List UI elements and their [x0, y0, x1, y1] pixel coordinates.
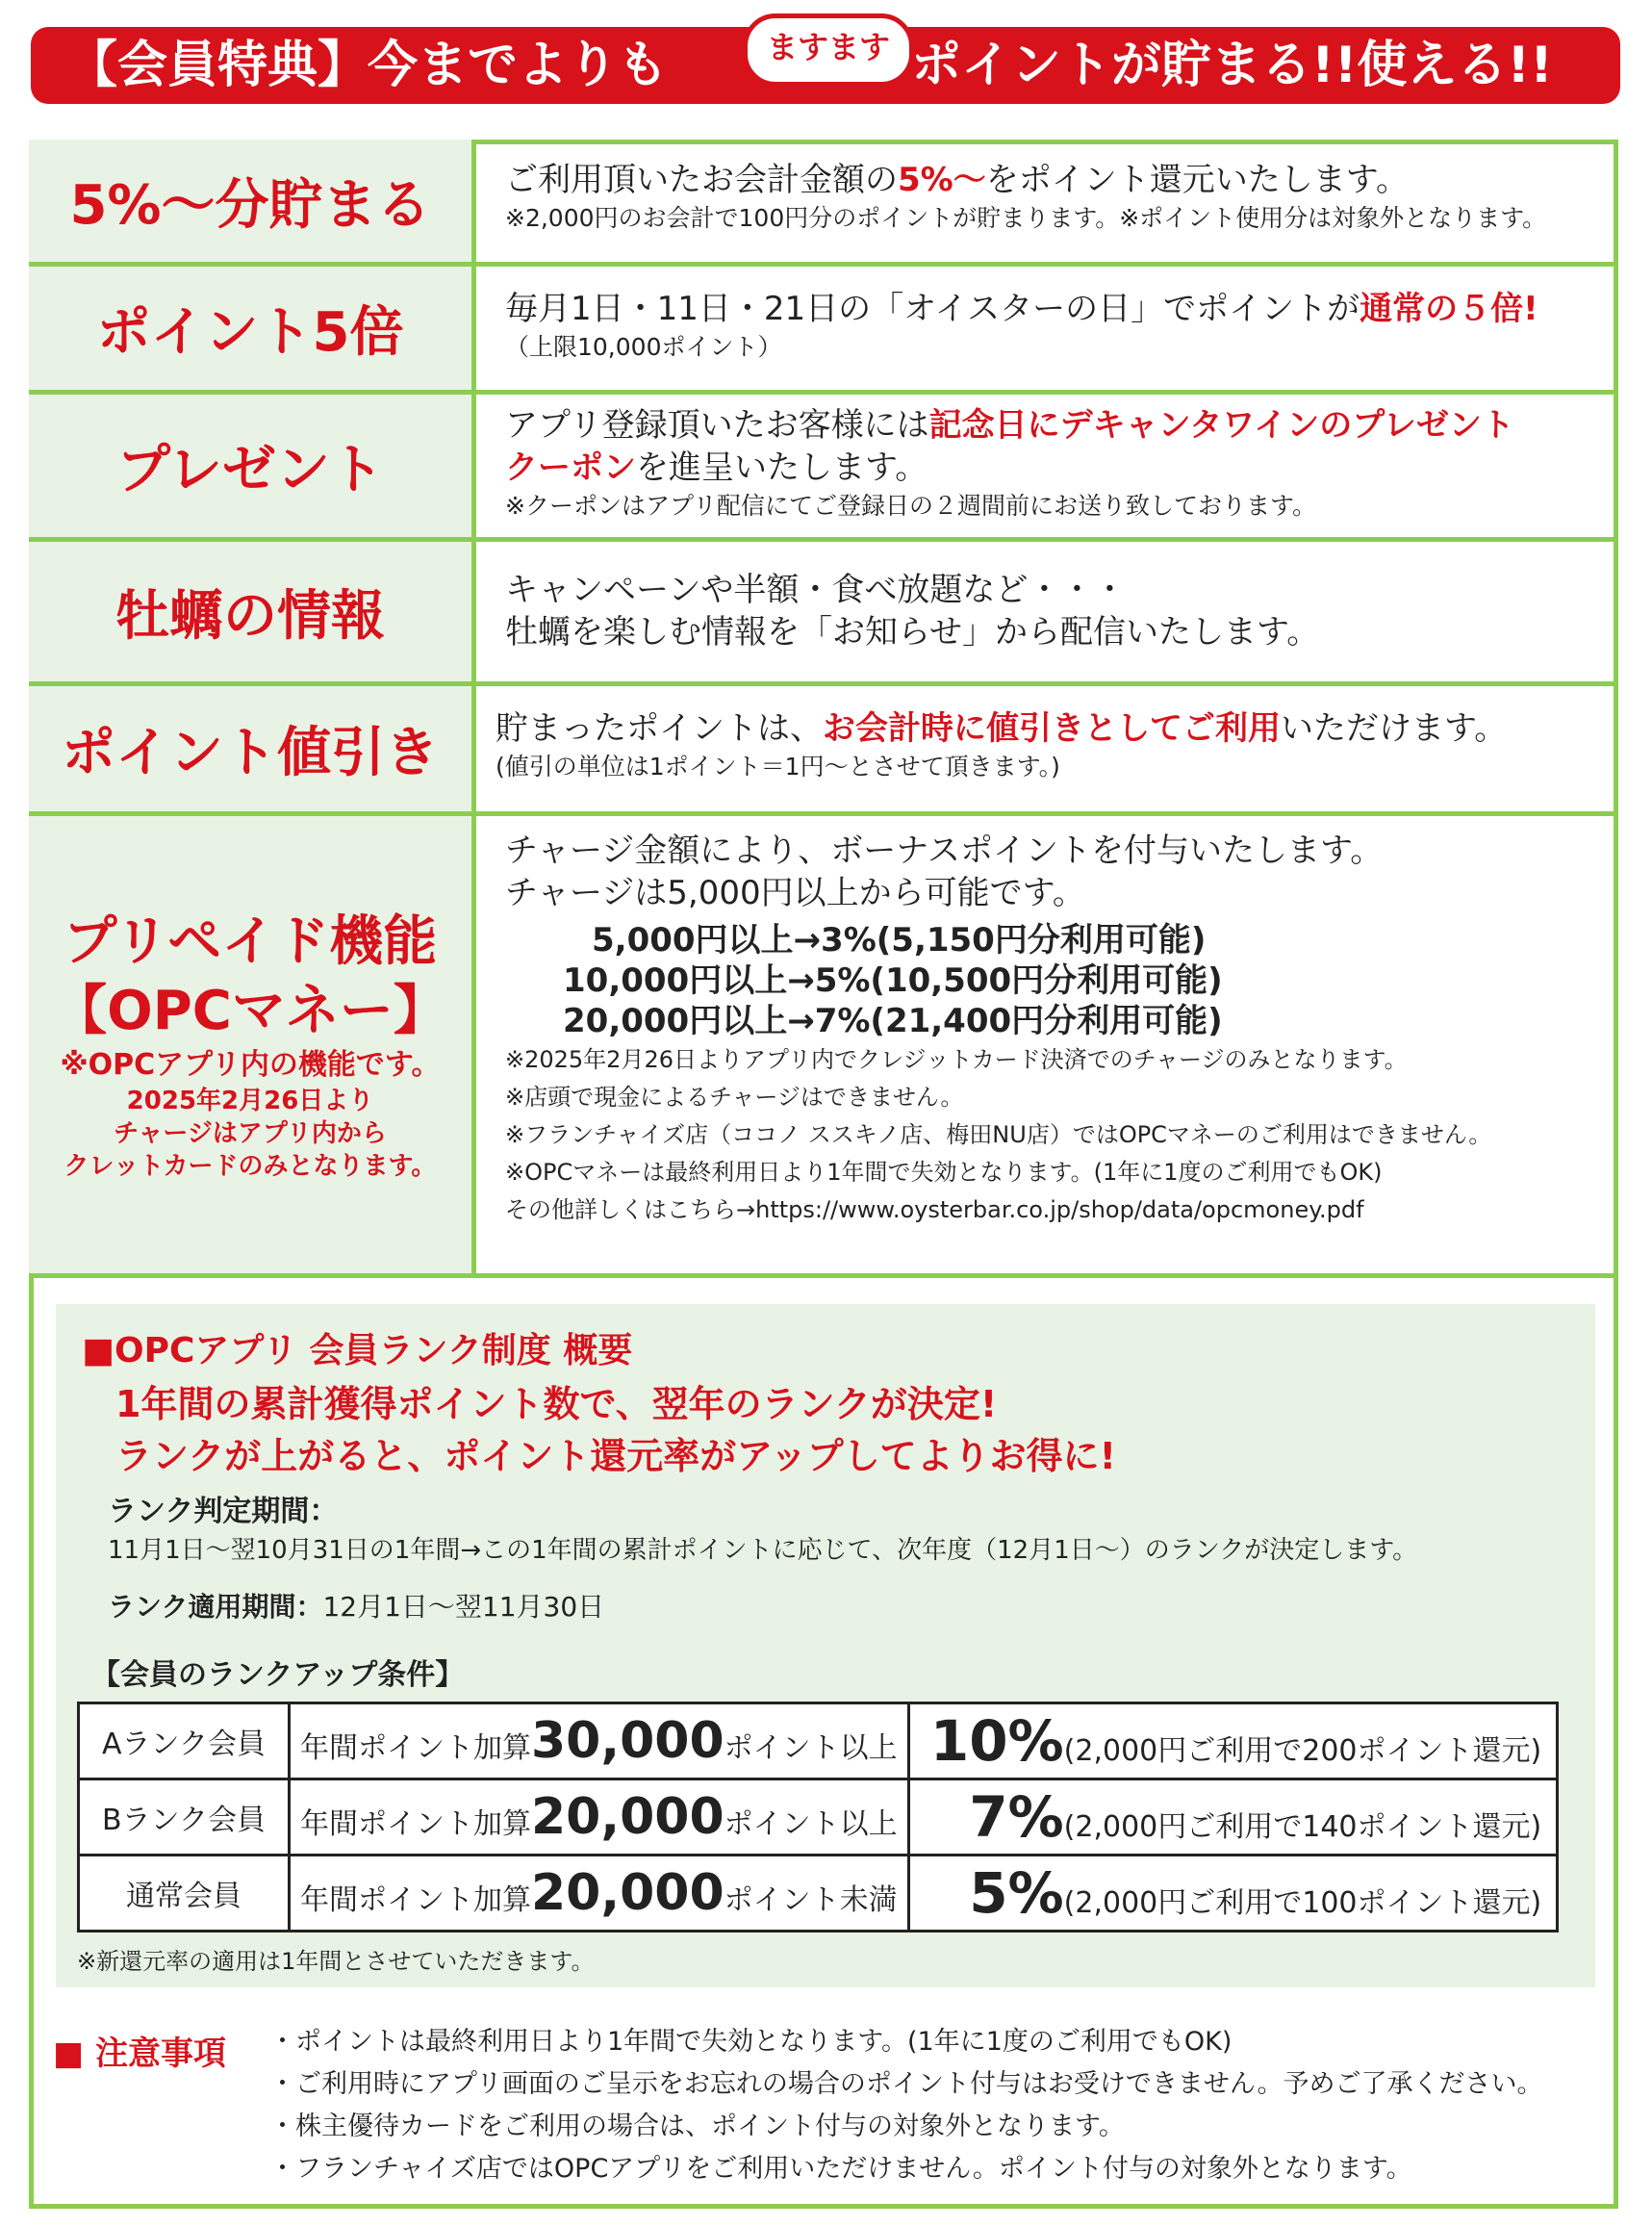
table-row: [79, 1856, 1558, 1932]
rank-title: ■OPCアプリ 会員ランク制度 概要: [82, 1331, 633, 1370]
prepaid-tier: 20,000円以上→7%(21,400円分利用可能): [563, 1002, 1223, 1040]
list-item: ・ポイントは最終利用日より1年間で失効となります。(1年に1度のご利用でもOK): [269, 2027, 1233, 2057]
prepaid-link[interactable]: その他詳しくはこちら→https://www.oysterbar.co.jp/shop/data/opcmoney.pdf: [505, 1196, 1364, 1223]
benefit-label: プレゼント: [29, 395, 476, 537]
prepaid-note: ※フランチャイズ店（ココノ ススキノ店、梅田NU店）ではOPCマネーのご利用はできません。: [505, 1121, 1492, 1148]
header-banner: [31, 27, 1620, 104]
benefit-label: ポイント値引き: [29, 686, 476, 811]
rank-condition: 年間ポイント加算20,000ポイント未満: [290, 1856, 909, 1932]
prepaid-app-note: ※OPCアプリ内の機能です。: [60, 1047, 441, 1082]
benefit-text-2: 牡蠣を楽しむ情報を「お知らせ」から配信いたします。: [505, 613, 1320, 652]
prepaid-note: ※店頭で現金によるチャージはできません。: [505, 1084, 964, 1111]
rank-footnote: ※新還元率の適用は1年間とさせていただきます。: [77, 1948, 595, 1975]
banner-title-left: 【会員特典】今までよりも: [67, 37, 669, 94]
benefit-text: 貯まったポイントは、お会計時に値引きとしてご利用いただけます。: [496, 709, 1508, 748]
caution-list: [269, 2021, 1543, 2190]
prepaid-text-2: チャージは5,000円以上から可能です。: [505, 874, 1085, 912]
benefit-text: ご利用頂いたお会計金額の5%〜をポイント還元いたします。: [505, 161, 1410, 199]
benefit-note: （上限10,000ポイント）: [505, 333, 782, 361]
rank-table: [77, 1702, 1559, 1933]
rank-sub-1: 1年間の累計獲得ポイント数で、翌年のランクが決定!: [115, 1383, 998, 1425]
banner-title-right: ポイントが貯まる!!使える!!: [911, 37, 1553, 94]
prepaid-text: チャージ金額により、ボーナスポイントを付与いたします。: [505, 832, 1384, 870]
list-item: ・ご利用時にアプリ画面のご呈示をお忘れの場合のポイント付与はお受けできません。予めご了承ください。: [269, 2069, 1543, 2099]
prepaid-date-note: 2025年2月26日より: [126, 1086, 374, 1115]
rank-rate: 5%(2,000円ご利用で100ポイント還元): [908, 1856, 1557, 1932]
benefit-text: 毎月1日・11日・21日の「オイスターの日」でポイントが通常の５倍!: [505, 290, 1538, 328]
rank-table-title: 【会員のランクアップ条件】: [91, 1658, 465, 1692]
rank-rate: 10%(2,000円ご利用で200ポイント還元): [908, 1703, 1557, 1779]
benefit-note: ※クーポンはアプリ配信にてご登録日の２週間前にお送り致しております。: [505, 492, 1316, 520]
banner-bubble: ますます: [743, 13, 914, 87]
prepaid-note: ※OPCマネーは最終利用日より1年間で失効となります。(1年に1度のご利用でもOK): [505, 1159, 1383, 1186]
rank-name: Aランク会員: [79, 1703, 290, 1779]
rank-apply: ランク適用期間：12月1日〜翌11月30日: [108, 1591, 605, 1623]
rank-rate: 7%(2,000円ご利用で140ポイント還元): [908, 1779, 1557, 1856]
benefit-note: (値引の単位は1ポイント＝1円〜とさせて頂きます。): [496, 753, 1060, 781]
prepaid-card-note: クレットカードのみとなります。: [64, 1151, 437, 1181]
benefit-label: 牡蠣の情報: [29, 542, 476, 681]
benefit-row-points: [29, 140, 1618, 267]
prepaid-note: ※2025年2月26日よりアプリ内でクレジットカード決済でのチャージのみとなります。: [505, 1046, 1408, 1073]
prepaid-tier: 5,000円以上→3%(5,150円分利用可能): [592, 921, 1207, 960]
benefit-row-discount: [29, 686, 1618, 816]
prepaid-charge-note: チャージはアプリ内から: [114, 1118, 387, 1148]
benefit-text: キャンペーンや半額・食べ放題など・・・: [505, 571, 1127, 609]
prepaid-label: プリペイド機能: [63, 909, 438, 973]
benefit-row-present: [29, 395, 1618, 542]
rank-name: Bランク会員: [79, 1779, 290, 1856]
benefit-text-2: クーポンを進呈いたします。: [505, 448, 928, 487]
caution-heading: ■ 注意事項: [53, 2035, 226, 2073]
benefit-row-five-times: [29, 267, 1618, 395]
rank-condition: 年間ポイント加算30,000ポイント以上: [290, 1703, 909, 1779]
rank-period-label: ランク判定期間：: [108, 1495, 339, 1528]
table-row: [79, 1779, 1558, 1856]
rank-condition: 年間ポイント加算20,000ポイント以上: [290, 1779, 909, 1856]
benefit-row-prepaid: [29, 816, 1618, 1278]
benefit-text: アプリ登録頂いたお客様には記念日にデキャンタワインのプレゼント: [505, 406, 1514, 445]
benefit-note: ※2,000円のお会計で100円分のポイントが貯まります。※ポイント使用分は対象外となります。: [505, 204, 1547, 232]
rank-period-text: 11月1日〜翌10月31日の1年間→この1年間の累計ポイントに応じて、次年度（12月1日〜）のランクが決定します。: [108, 1536, 1418, 1565]
list-item: ・株主優待カードをご利用の場合は、ポイント付与の対象外となります。: [269, 2112, 1125, 2141]
prepaid-tier: 10,000円以上→5%(10,500円分利用可能): [563, 961, 1223, 1000]
table-row: [79, 1703, 1558, 1779]
benefit-label: 5%〜分貯まる: [29, 140, 476, 262]
prepaid-label-sub: 【OPCマネー】: [53, 979, 447, 1042]
benefit-label: ポイント5倍: [29, 267, 476, 390]
prepaid-label-block: [29, 816, 476, 1273]
rank-name: 通常会員: [79, 1856, 290, 1932]
list-item: ・フランチャイズ店ではOPCアプリをご利用いただけません。ポイント付与の対象外となります。: [269, 2154, 1412, 2184]
rank-sub-2: ランクが上がると、ポイント還元率がアップしてよりお得に!: [115, 1435, 1116, 1477]
benefit-row-oyster-info: [29, 542, 1618, 686]
